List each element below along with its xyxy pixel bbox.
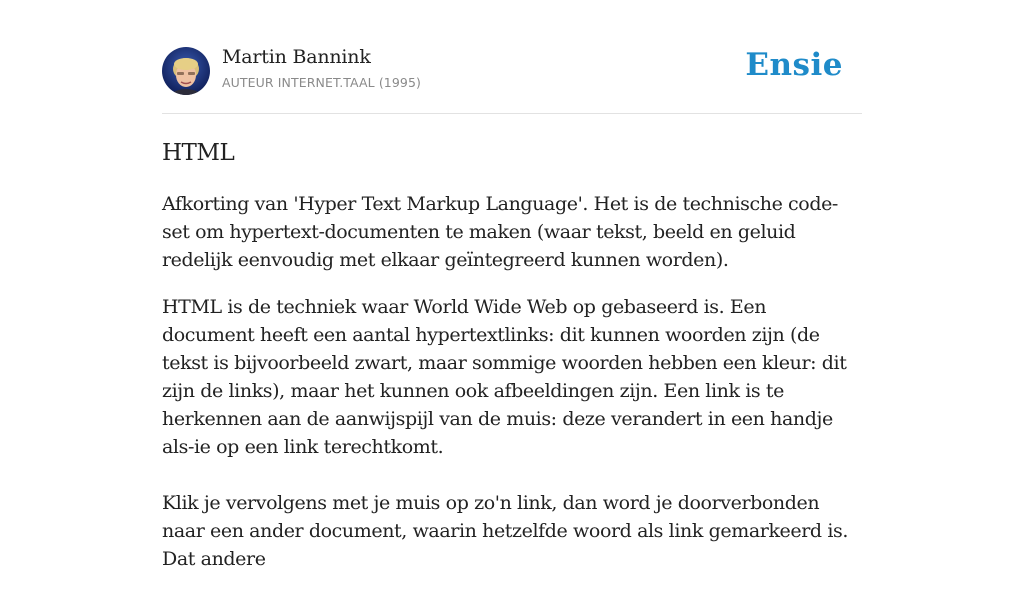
entry-paragraph: Klik je vervolgens met je muis op zo'n link, dan word je doorverbonden naar een ander document, waarin hetzelfde woord als link gemarkeerd is. Dat andere [162,492,848,570]
ensie-logo[interactable]: Ensie [745,47,843,83]
entry-title: HTML [162,140,235,166]
author-name[interactable]: Martin Bannink [222,46,371,68]
entry-paragraph: Afkorting van 'Hyper Text Markup Language'. Het is de technische code-set om hypertext-documenten te maken (waar tekst, beeld en geluid redelijk eenvoudig met elkaar geïntegreerd kunnen worden). [162,193,838,271]
entry-body [162,190,862,592]
entry-header [162,0,862,114]
entry-paragraph: HTML is de techniek waar World Wide Web op gebaseerd is. Een document heeft een aantal hypertextlinks: dit kunnen woorden zijn (de tekst is bijvoorbeeld zwart, maar sommige woorden hebben een kleur: dit zijn de links), maar het kunnen ook afbeeldingen zijn. Een link is te herkennen aan de aanwijspijl van de muis: deze verandert in een handje als-ie op een link terechtkomt. [162,296,847,458]
entry-page [162,0,862,570]
author-avatar[interactable] [162,47,210,95]
author-role: AUTEUR INTERNET.TAAL (1995) [222,75,421,90]
